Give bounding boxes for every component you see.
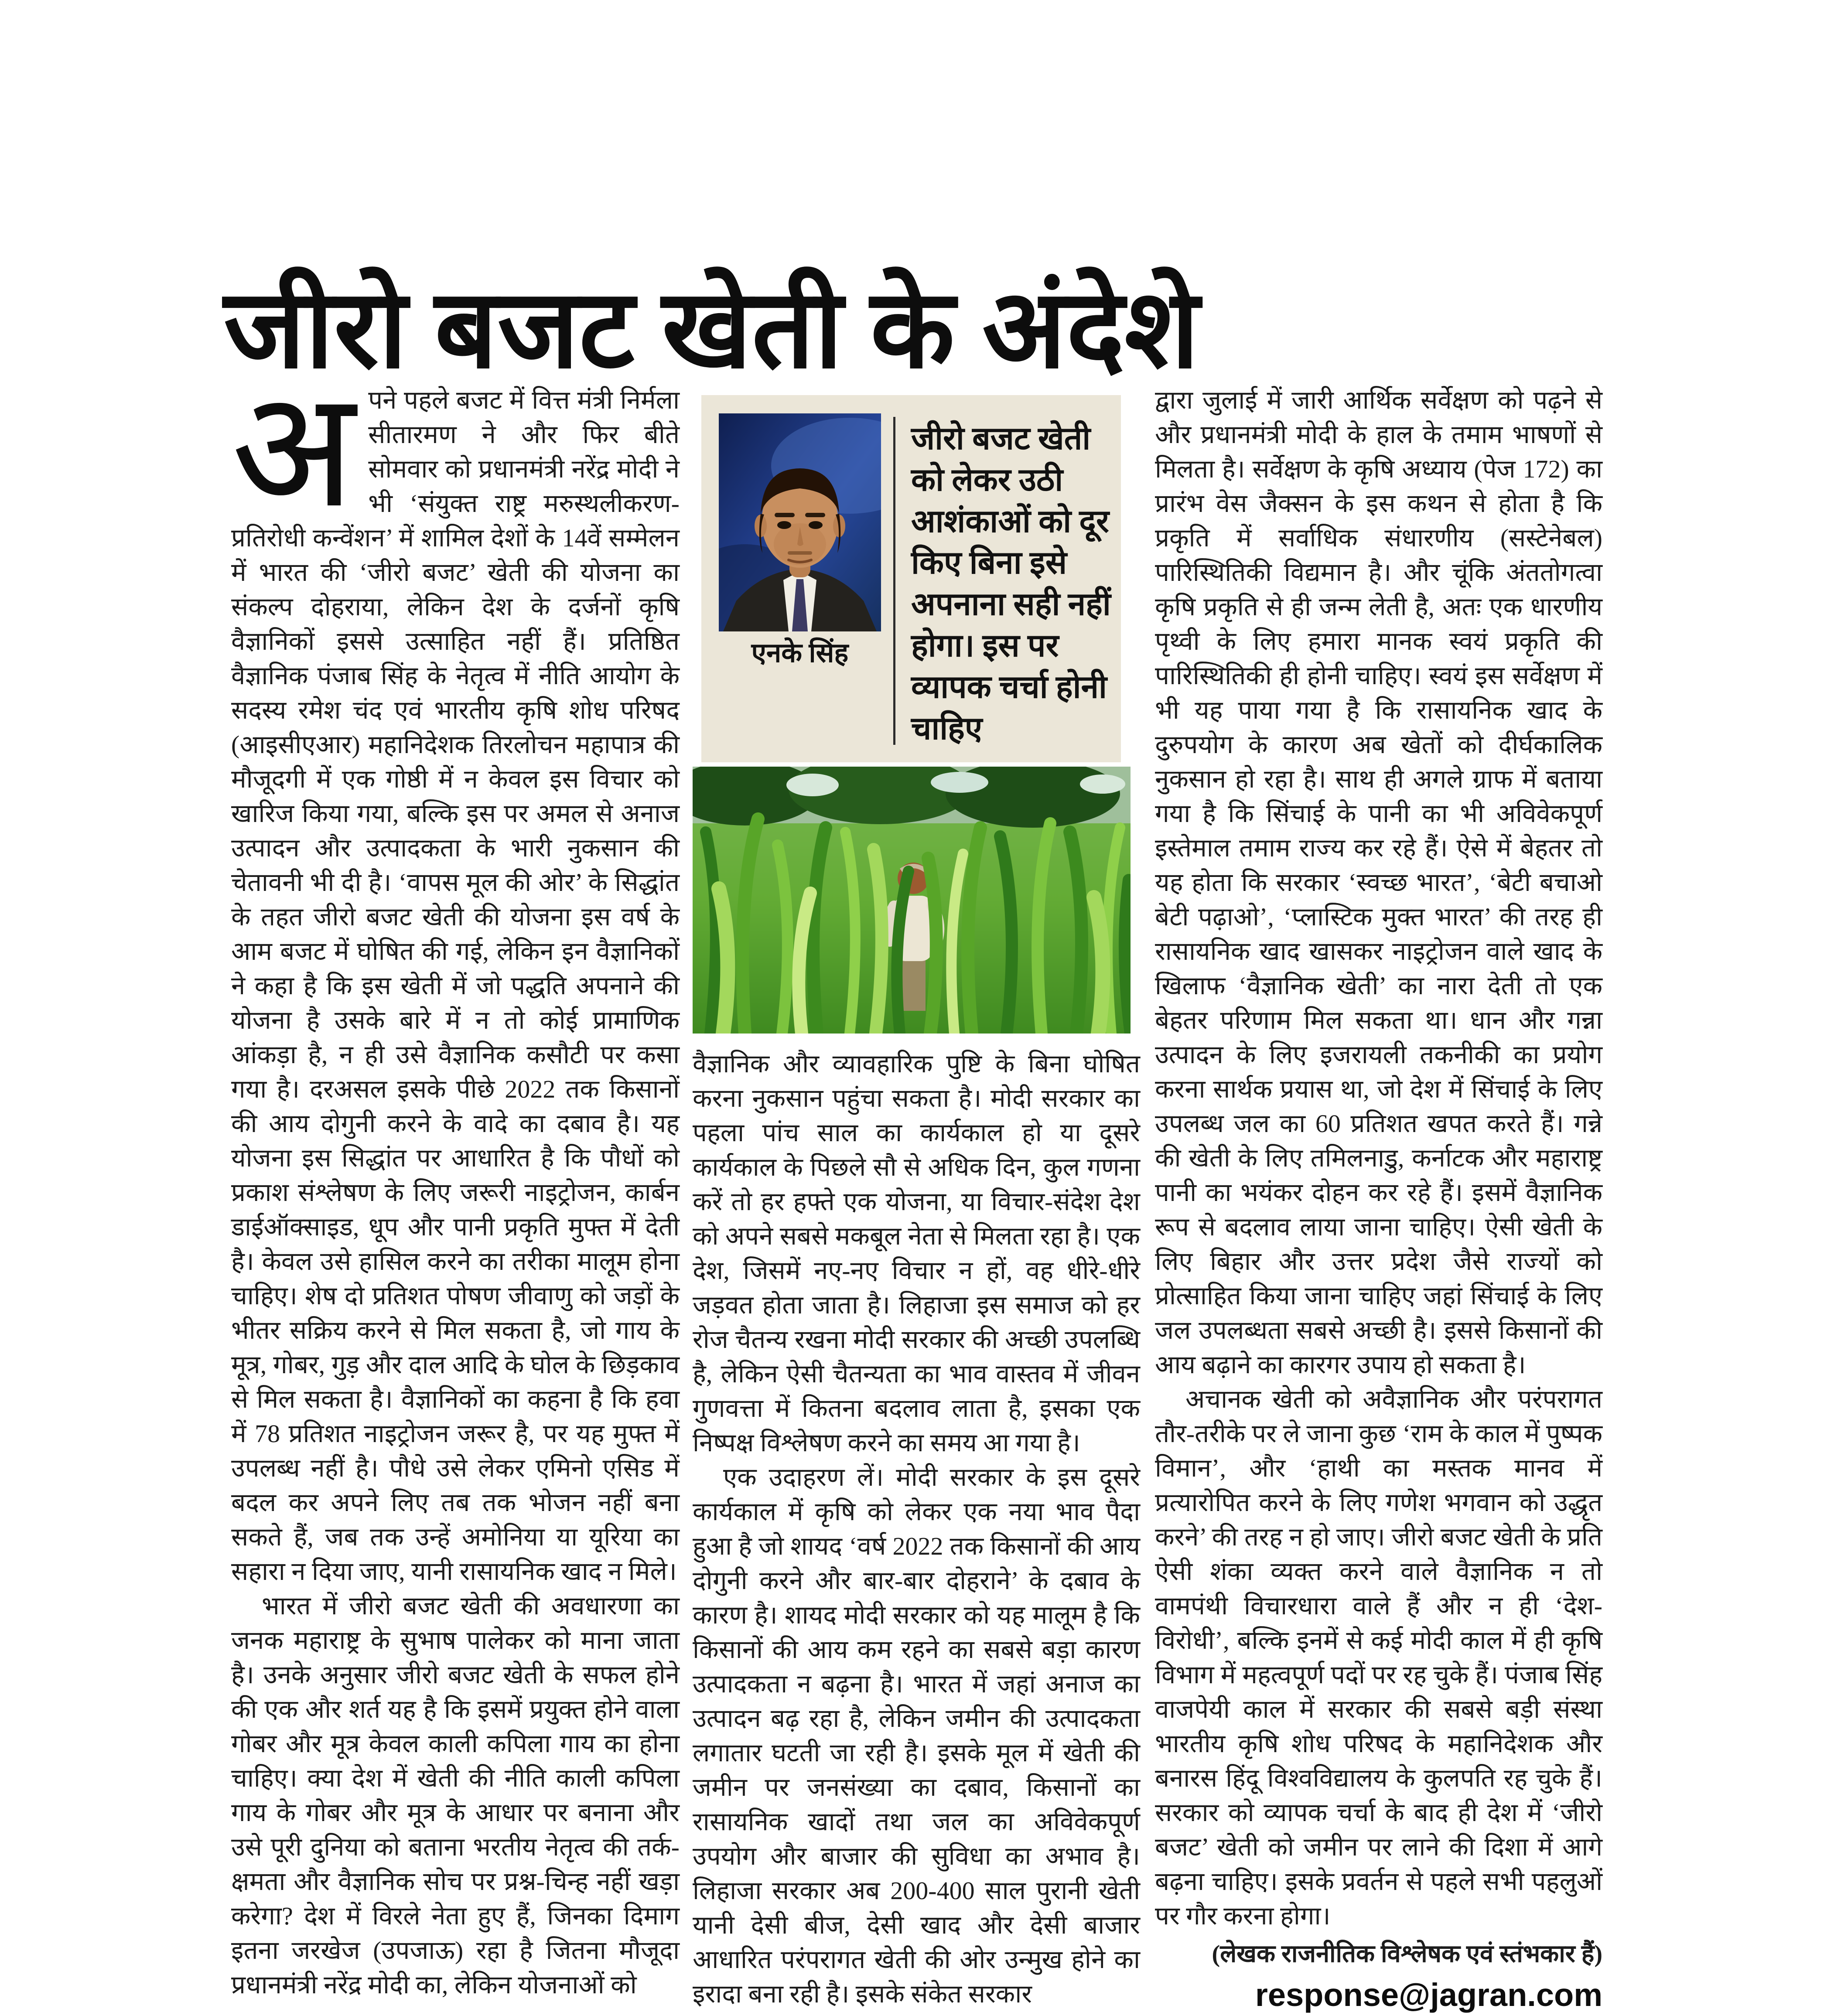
contact-email: response@jagran.com [1255,1977,1602,2013]
paragraph-text: पने पहले बजट में वित्त मंत्री निर्मला सीतारमण ने और फिर बीते सोमवार को प्रधानमंत्री नरेंद्र मोदी ने भी ‘संयुक्त राष्ट्र मरुस्थलीकरण-प्रतिरोधी कन्वेंशन’ में शामिल देशों के 14वें सम्मेलन में भारत की ‘जीरो बजट’ खेती की योजना का संकल्प दोहराया, लेकिन देश के दर्जनों कृषि वैज्ञानिकों इससे उत्साहित नहीं हैं। प्रतिष्ठित वैज्ञानिक पंजाब सिंह के नेतृत्व में नीति आयोग के सदस्य रमेश चंद एवं भारतीय कृषि शोध परिषद (आइसीएआर) महानिदेशक तिरलोचन महापात्र की मौजूदगी में एक गोष्ठी में न केवल इस विचार को खारिज किया गया, बल्कि इस पर अमल से अनाज उत्पादन और उत्पादकता के भारी नुकसान की चेतावनी भी दी है। ‘वापस मूल की ओर’ के सिद्धांत के तहत जीरो बजट खेती की योजना इस वर्ष के आम बजट में घोषित की गई, लेकिन इन वैज्ञानिकों ने कहा है कि इस खेती में जो पद्धति अपनाने की योजना है उसके बारे में न तो कोई प्रामाणिक आंकड़ा है, न ही उसे वैज्ञानिक कसौटी पर कसा गया है। दरअसल इसके पीछे 2022 तक किसानों की आय दोगुनी करने के वादे का दबाव है। यह योजना इस सिद्धांत पर आधारित है कि पौधों को प्रकाश संश्लेषण के लिए जरूरी नाइट्रोजन, कार्बन डाईऑक्साइड, धूप और पानी प्रकृति मुफ्त में देती है। केवल उसे हासिल करने का तरीका मालूम होना चाहिए। शेष दो प्रतिशत पोषण जीवाणु को जड़ों के भीतर सक्रिय करने से मिल सकता है, जो गाय के मूत्र, गोबर, गुड़ और दाल आदि के घोल के छिड़काव से मिल सकता है। वैज्ञानिकों का कहना है कि हवा में 78 प्रतिशत नाइट्रोजन जरूर है, पर यह मुफ्त में उपलब्ध नहीं है। पौधे उसे लेकर एमिनो एसिड में बदल कर अपने लिए तब तक भोजन नहीं बना सकते हैं, जब तक उन्हें अमोनिया या यूरिया का सहारा न दिया जाए, यानी रासायनिक खाद न मिले। [231,386,680,1586]
farmer-field-image [693,767,1131,1034]
author-credit: (लेखक राजनीतिक विश्लेषक एवं स्तंभकार हैं) [1212,1941,1602,1968]
article-paragraph: द्वारा जुलाई में जारी आर्थिक सर्वेक्षण को पढ़ने से और प्रधानमंत्री मोदी के हाल के तमाम भाषणों से मिलता है। सर्वेक्षण के कृषि अध्याय (पेज 172) का प्रारंभ वेस जैक्सन के इस कथन से होता है कि प्रकृति में सर्वाधिक संधारणीय (सस्टेनेबल) पारिस्थितिकी विद्यमान है। और चूंकि अंततोगत्वा कृषि प्रकृति से ही जन्म लेती है, अतः एक धारणीय पृथ्वी के लिए हमारा मानक स्वयं प्रकृति की पारिस्थितिकी ही होनी चाहिए। स्वयं इस सर्वेक्षण में भी यह पाया गया है कि रासायनिक खाद के दुरुपयोग के कारण अब खेतों को दीर्घकालिक नुकसान हो रहा है। साथ ही अगले ग्राफ में बताया गया है कि सिंचाई के पानी का भी अविवेकपूर्ण इस्तेमाल तमाम राज्य कर रहे हैं। ऐसे में बेहतर तो यह होता कि सरकार ‘स्वच्छ भारत’, ‘बेटी बचाओ बेटी पढ़ाओ’, ‘प्लास्टिक मुक्त भारत’ की तरह ही रासायनिक खाद खासकर नाइट्रोजन वाले खाद के खिलाफ ‘वैज्ञानिक खेती’ का नारा देती तो एक बेहतर परिणाम मिल सकता था। धान और गन्ना उत्पादन के लिए इजरायली तकनीकी का प्रयोग करना सार्थक प्रयास था, जो देश में सिंचाई के लिए उपलब्ध जल का 60 प्रतिशत खपत करते हैं। गन्ने की खेती के लिए तमिलनाडु, कर्नाटक और महाराष्ट्र पानी का भयंकर दोहन कर रहे हैं। इसमें वैज्ञानिक रूप से बदलाव लाया जाना चाहिए। ऐसी खेती के लिए बिहार और उत्तर प्रदेश जैसे राज्यों को प्रोत्साहित किया जाना चाहिए जहां सिंचाई के लिए जल उपलब्धता सबसे अच्छी है। इससे किसानों की आय बढ़ाने का कारगर उपाय हो सकता है। [1155,386,1602,1379]
column-1 [231,362,680,2002]
column-2 [693,383,1140,2011]
drop-cap: अ [231,362,355,541]
article-paragraph: भारत में जीरो बजट खेती की अवधारणा का जनक महाराष्ट्र के सुभाष पालेकर को माना जाता है। उनके अनुसार जीरो बजट खेती के सफल होने की एक और शर्त यह है कि इसमें प्रयुक्त होने वाला गोबर और मूत्र केवल काली कपिला गाय का होना चाहिए। क्या देश में खेती की नीति काली कपिला गाय के गोबर और मूत्र के आधार पर बनाना और उसे पूरी दुनिया को बताना भरतीय नेतृत्व की तर्क-क्षमता और वैज्ञानिक सोच पर प्रश्न-चिन्ह नहीं खड़ा करेगा? देश में विरले नेता हुए हैं, जिनका दिमाग इतना जरखेज (उपजाऊ) रहा है जितना मौजूदा प्रधानमंत्री नरेंद्र मोदी का, लेकिन योजनाओं को [231,1592,680,1999]
article-paragraph: अचानक खेती को अवैज्ञानिक और परंपरागत तौर-तरीके पर ले जाना कुछ ‘राम के काल में पुष्पक विमान’, और ‘हाथी का मस्तक मानव में प्रत्यारोपित करने के लिए गणेश भगवान को उद्धृत करने’ की तरह न हो जाए। जीरो बजट खेती के प्रति ऐसी शंका व्यक्त करने वाले वैज्ञानिक न तो वामपंथी विचारधारा वाले हैं और न ही ‘देश-विरोधी’, बल्कि इनमें से कई मोदी काल में ही कृषि विभाग में महत्वपूर्ण पदों पर रह चुके हैं। पंजाब सिंह वाजपेयी काल में सरकार की सबसे बड़ी संस्था भारतीय कृषि शोध परिषद के महानिदेशक और बनारस हिंदू विश्वविद्यालय के कुलपति रह चुके हैं। सरकार को व्यापक चर्चा के बाद ही देश में ‘जीरो बजट’ खेती को जमीन पर लाने की दिशा में आगे बढ़ना चाहिए। इसके प्रवर्तन से पहले सभी पहलुओं पर गौर करना होगा। [1155,1385,1602,1930]
pull-quote-text: जीरो बजट खेती को लेकर उठी आशंकाओं को दूर किए बिना इसे अपनाना सही नहीं होगा। इस पर व्यापक चर्चा होनी चाहिए [911,421,1111,746]
author-portrait-photo [719,413,881,631]
article-paragraph [231,362,680,1589]
author-name-caption: एनके सिंह [751,638,849,668]
portrait-image [719,413,881,631]
article-paragraph: वैज्ञानिक और व्यावहारिक पुष्टि के बिना घोषित करना नुकसान पहुंचा सकता है। मोदी सरकार का पहला पांच साल का कार्यकाल हो या दूसरे कार्यकाल के पिछले सौ से अधिक दिन, कुल गणना करें तो हर हफ्ते एक योजना, या विचार-संदेश देश को अपने सबसे मकबूल नेता से मिलता रहा है। एक देश, जिसमें नए-नए विचार न हों, वह धीरे-धीरे जड़वत होता जाता है। लिहाजा इस समाज को हर रोज चैतन्य रखना मोदी सरकार की अच्छी उपलब्धि है, लेकिन ऐसी चैतन्यता का भाव वास्तव में जीवन गुणवत्ता में कितना बदलाव लाता है, इसका एक निष्पक्ष विश्लेषण करने का समय आ गया है। [693,1050,1140,1457]
column-3 [1155,383,1602,2016]
article-headline: जीरो बजट खेती के अंदेशे [224,268,1199,391]
article-paragraph: एक उदाहरण लें। मोदी सरकार के इस दूसरे कार्यकाल में कृषि को लेकर एक नया भाव पैदा हुआ है जो शायद ‘वर्ष 2022 तक किसानों की आय दोगुनी करने और बार-बार दोहराने’ के दबाव के कारण है। शायद मोदी सरकार को यह मालूम है कि किसानों की आय कम रहने का सबसे बड़ा कारण उत्पादकता न बढ़ना है। भारत में जहां अनाज का उत्पादन बढ़ रहा है, लेकिन जमीन की उत्पादकता लगातार घटती जा रही है। इसके मूल में खेती की जमीन पर जनसंख्या का दबाव, किसानों का रासायनिक खादों तथा जल का अविवेकपूर्ण उपयोग और बाजार की सुविधा का अभाव है। लिहाजा सरकार अब 200-400 साल पुरानी खेती यानी देसी बीज, देसी खाद और देसी बाजार आधारित परंपरागत खेती की ओर उन्मुख होने का इरादा बना रही है। इसके संकेत सरकार [693,1463,1140,2008]
field-photo [693,767,1131,1034]
author-portrait-column [719,413,890,749]
author-quote-box [701,395,1121,762]
